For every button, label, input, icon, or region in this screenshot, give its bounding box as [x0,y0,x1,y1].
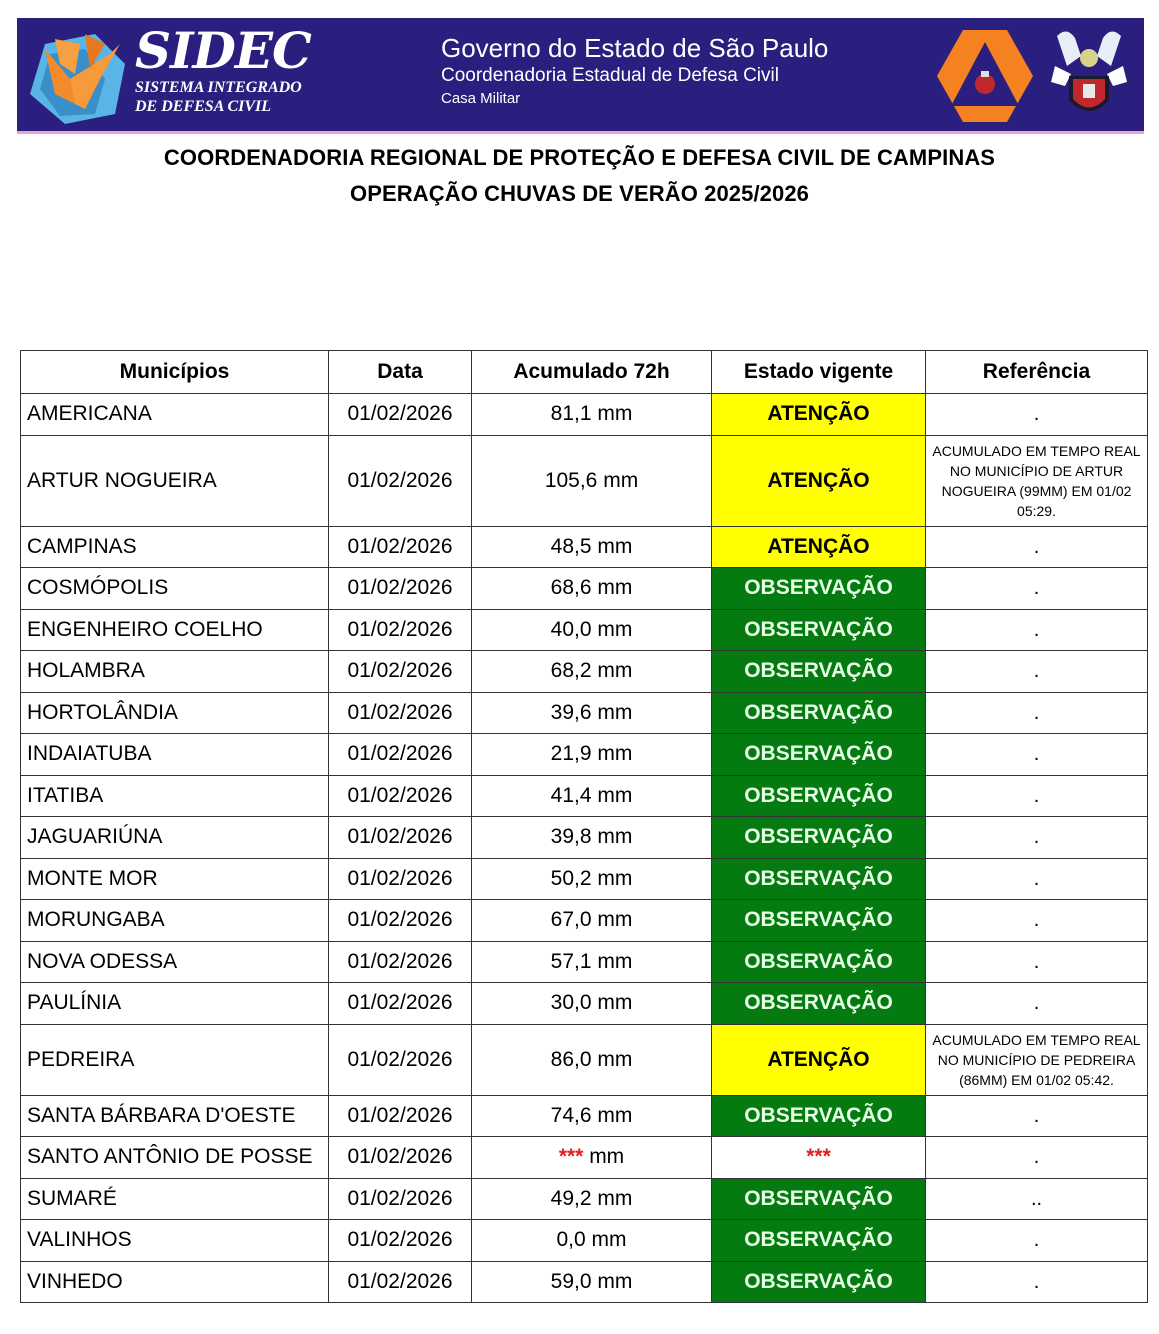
status-badge: OBSERVAÇÃO [712,1261,926,1303]
status-badge: ATENÇÃO [712,1024,926,1095]
accumulated-cell: 39,8 mm [472,817,712,859]
sidec-brand [135,21,311,116]
status-badge [712,1137,926,1179]
reference-cell: . [926,1137,1148,1179]
accumulated-cell: 59,0 mm [472,1261,712,1303]
date-cell: 01/02/2026 [329,900,472,942]
date-cell: 01/02/2026 [329,394,472,436]
sidec-subtitle-1: SISTEMA INTEGRADO [135,79,302,96]
date-cell: 01/02/2026 [329,734,472,776]
municipio-cell: VINHEDO [21,1261,329,1303]
municipio-cell: MONTE MOR [21,858,329,900]
status-badge: OBSERVAÇÃO [712,651,926,693]
reference-cell: . [926,983,1148,1025]
municipio-cell: PAULÍNIA [21,983,329,1025]
accumulated-cell: 57,1 mm [472,941,712,983]
status-badge: OBSERVAÇÃO [712,734,926,776]
reference-cell: . [926,609,1148,651]
status-badge: OBSERVAÇÃO [712,900,926,942]
reference-cell: . [926,394,1148,436]
rainfall-status-table [20,350,1148,1303]
date-cell: 01/02/2026 [329,568,472,610]
accumulated-cell: 74,6 mm [472,1095,712,1137]
reference-cell: . [926,526,1148,568]
date-cell: 01/02/2026 [329,692,472,734]
government-title: Governo do Estado de São Paulo [441,33,829,63]
table-row [21,900,1148,942]
date-cell: 01/02/2026 [329,526,472,568]
municipio-cell: SANTO ANTÔNIO DE POSSE [21,1137,329,1179]
accumulated-cell: 67,0 mm [472,900,712,942]
municipio-cell: MORUNGABA [21,900,329,942]
status-badge: OBSERVAÇÃO [712,609,926,651]
municipio-cell: SANTA BÁRBARA D'OESTE [21,1095,329,1137]
sidec-subtitle-2: DE DEFESA CIVIL [135,98,272,115]
municipio-cell: AMERICANA [21,394,329,436]
date-cell: 01/02/2026 [329,858,472,900]
date-cell: 01/02/2026 [329,1137,472,1179]
reference-cell: . [926,775,1148,817]
reference-cell: ACUMULADO EM TEMPO REAL NO MUNICÍPIO DE PEDREIRA (86MM) EM 01/02 05:42. [926,1024,1148,1095]
table-row [21,941,1148,983]
date-cell: 01/02/2026 [329,817,472,859]
column-header-estado: Estado vigente [712,351,926,394]
municipio-cell: COSMÓPOLIS [21,568,329,610]
table-row [21,651,1148,693]
municipio-cell: VALINHOS [21,1220,329,1262]
status-badge: OBSERVAÇÃO [712,817,926,859]
missing-status-marker: *** [806,1145,831,1169]
accumulated-cell: 68,6 mm [472,568,712,610]
reference-cell: . [926,1261,1148,1303]
accumulated-cell: 39,6 mm [472,692,712,734]
reference-cell: . [926,941,1148,983]
table-row [21,568,1148,610]
column-header-acumulado: Acumulado 72h [472,351,712,394]
accumulated-cell: 30,0 mm [472,983,712,1025]
status-badge: OBSERVAÇÃO [712,1178,926,1220]
date-cell: 01/02/2026 [329,1095,472,1137]
sidec-title: SIDEC [135,21,311,80]
table-row [21,817,1148,859]
accumulated-cell: 48,5 mm [472,526,712,568]
government-subtitle: Coordenadoria Estadual de Defesa Civil [441,65,779,86]
table-row [21,1178,1148,1220]
accumulated-cell: 21,9 mm [472,734,712,776]
municipio-cell: JAGUARIÚNA [21,817,329,859]
table-row [21,1220,1148,1262]
government-info [441,32,828,110]
table-row [21,1095,1148,1137]
status-badge: ATENÇÃO [712,394,926,436]
missing-value-marker: *** [558,1145,584,1169]
column-header-municipios: Municípios [21,351,329,394]
accumulated-cell: 105,6 mm [472,435,712,526]
accumulated-cell: 40,0 mm [472,609,712,651]
document-title: COORDENADORIA REGIONAL DE PROTEÇÃO E DEFESA CIVIL DE CAMPINAS [163,145,996,170]
reference-cell: . [926,1095,1148,1137]
municipio-cell: HORTOLÂNDIA [21,692,329,734]
accumulated-cell: 86,0 mm [472,1024,712,1095]
accumulated-cell: 49,2 mm [472,1178,712,1220]
date-cell: 01/02/2026 [329,651,472,693]
table-row [21,1261,1148,1303]
column-header-referencia: Referência [926,351,1148,394]
document-titles [0,140,1159,212]
column-header-data: Data [329,351,472,394]
date-cell: 01/02/2026 [329,1261,472,1303]
status-badge: OBSERVAÇÃO [712,568,926,610]
table-row [21,609,1148,651]
table-row [21,734,1148,776]
reference-cell: . [926,1220,1148,1262]
document-subtitle: OPERAÇÃO CHUVAS DE VERÃO 2025/2026 [349,181,810,206]
status-badge: OBSERVAÇÃO [712,858,926,900]
table-row [21,526,1148,568]
status-badge: OBSERVAÇÃO [712,1220,926,1262]
accumulated-cell [472,1137,712,1179]
table-row [21,435,1148,526]
reference-cell: . [926,817,1148,859]
accumulated-cell: 81,1 mm [472,394,712,436]
status-badge: OBSERVAÇÃO [712,983,926,1025]
date-cell: 01/02/2026 [329,1178,472,1220]
table-row [21,1137,1148,1179]
reference-cell: . [926,651,1148,693]
municipio-cell: HOLAMBRA [21,651,329,693]
status-badge: OBSERVAÇÃO [712,775,926,817]
table-row [21,775,1148,817]
municipio-cell: PEDREIRA [21,1024,329,1095]
municipio-cell: ITATIBA [21,775,329,817]
municipio-cell: SUMARÉ [21,1178,329,1220]
table-header-row [21,351,1148,394]
municipio-cell: ARTUR NOGUEIRA [21,435,329,526]
reference-cell: . [926,858,1148,900]
municipio-cell: CAMPINAS [21,526,329,568]
municipio-cell: INDAIATUBA [21,734,329,776]
municipio-cell: ENGENHEIRO COELHO [21,609,329,651]
date-cell: 01/02/2026 [329,435,472,526]
accumulated-cell: 50,2 mm [472,858,712,900]
table-row [21,394,1148,436]
date-cell: 01/02/2026 [329,775,472,817]
reference-cell: . [926,734,1148,776]
header-banner [17,18,1144,134]
reference-cell: . [926,900,1148,942]
unit-label: mm [589,1145,625,1169]
municipio-cell: NOVA ODESSA [21,941,329,983]
status-badge: OBSERVAÇÃO [712,692,926,734]
table-row [21,1024,1148,1095]
status-badge: OBSERVAÇÃO [712,1095,926,1137]
date-cell: 01/02/2026 [329,983,472,1025]
accumulated-cell: 0,0 mm [472,1220,712,1262]
status-badge: OBSERVAÇÃO [712,941,926,983]
sidec-logo-icon [25,24,130,128]
date-cell: 01/02/2026 [329,941,472,983]
reference-cell: . [926,692,1148,734]
reference-cell: . [926,568,1148,610]
table-row [21,692,1148,734]
date-cell: 01/02/2026 [329,1220,472,1262]
date-cell: 01/02/2026 [329,1024,472,1095]
table-row [21,983,1148,1025]
accumulated-cell: 68,2 mm [472,651,712,693]
government-subtitle-2: Casa Militar [441,90,521,107]
status-badge: ATENÇÃO [712,526,926,568]
casa-militar-emblem-icon [1047,26,1131,126]
reference-cell: .. [926,1178,1148,1220]
table-row [21,858,1148,900]
date-cell: 01/02/2026 [329,609,472,651]
civil-defense-emblem-icon [935,28,1035,124]
status-badge: ATENÇÃO [712,435,926,526]
reference-cell: ACUMULADO EM TEMPO REAL NO MUNICÍPIO DE ARTUR NOGUEIRA (99MM) EM 01/02 05:29. [926,435,1148,526]
accumulated-cell: 41,4 mm [472,775,712,817]
